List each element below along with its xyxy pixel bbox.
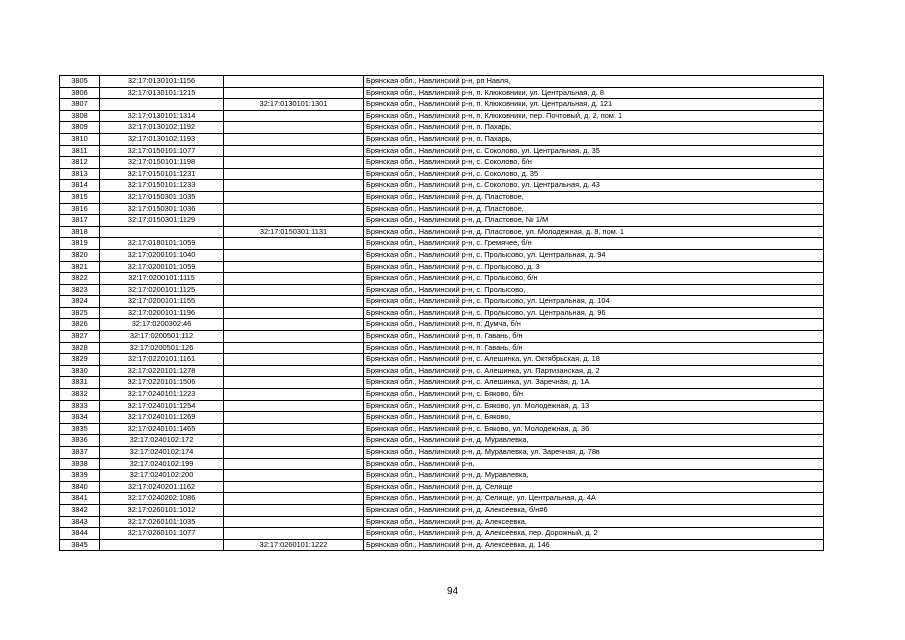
cadastral-number-cell: 32:17:0260101:1035 — [100, 516, 224, 528]
cadastral-number-cell: 32:17:0200101:1059 — [100, 261, 224, 273]
cadastral-number-alt-cell — [224, 180, 364, 192]
table-row — [60, 145, 824, 157]
cadastral-number-alt-cell — [224, 145, 364, 157]
cadastral-number-cell: 32:17:0200501:112 — [100, 331, 224, 343]
cadastral-number-cell: 32:17:0130102:1192 — [100, 122, 224, 134]
address-cell: Брянская обл., Навлинский р-н, д. Алексеевка, б/н#6 — [364, 504, 824, 516]
table-row — [60, 516, 824, 528]
row-number-cell: 3826 — [60, 319, 100, 331]
cadastral-number-alt-cell: 32:17:0130101:1301 — [224, 99, 364, 111]
cadastral-number-cell: 32:17:0200101:1125 — [100, 284, 224, 296]
row-number-cell: 3820 — [60, 249, 100, 261]
address-cell: Брянская обл., Навлинский р-н, с. Соколово, б/н — [364, 157, 824, 169]
table-row — [60, 203, 824, 215]
table-row — [60, 354, 824, 366]
cadastral-number-alt-cell — [224, 110, 364, 122]
cadastral-number-cell: 32:17:0240101:1254 — [100, 400, 224, 412]
cadastral-number-cell: 32:17:0240102:174 — [100, 447, 224, 459]
address-cell: Брянская обл., Навлинский р-н, д. Пластовое, — [364, 191, 824, 203]
row-number-cell: 3814 — [60, 180, 100, 192]
table-row — [60, 238, 824, 250]
address-cell: Брянская обл., Навлинский р-н, д. Алексеевка, д. 146 — [364, 539, 824, 551]
cadastral-number-alt-cell — [224, 481, 364, 493]
cadastral-number-cell: 32:17:0130101:1314 — [100, 110, 224, 122]
address-cell: Брянская обл., Навлинский р-н, д. Селище — [364, 481, 824, 493]
cadastral-number-cell: 32:17:0220101:1506 — [100, 377, 224, 389]
row-number-cell: 3813 — [60, 168, 100, 180]
table-row — [60, 331, 824, 343]
table-row — [60, 87, 824, 99]
cadastral-number-cell: 32:17:0180101:1059 — [100, 238, 224, 250]
cadastral-number-alt-cell — [224, 504, 364, 516]
table-row — [60, 249, 824, 261]
row-number-cell: 3841 — [60, 493, 100, 505]
cadastral-number-alt-cell — [224, 133, 364, 145]
row-number-cell: 3845 — [60, 539, 100, 551]
cadastral-number-cell: 32:17:0130101:1215 — [100, 87, 224, 99]
address-cell: Брянская обл., Навлинский р-н, рп Навля, — [364, 76, 824, 88]
table-row — [60, 99, 824, 111]
address-cell: Брянская обл., Навлинский р-н, п. Пахарь, — [364, 133, 824, 145]
cadastral-number-alt-cell — [224, 331, 364, 343]
table-row — [60, 493, 824, 505]
address-cell: Брянская обл., Навлинский р-н, п. Клюковники, ул. Центральная, д. 121 — [364, 99, 824, 111]
cadastral-number-cell: 32:17:0200101:1115 — [100, 273, 224, 285]
cadastral-number-cell: 32:17:0130101:1156 — [100, 76, 224, 88]
row-number-cell: 3829 — [60, 354, 100, 366]
cadastral-number-alt-cell — [224, 516, 364, 528]
row-number-cell: 3811 — [60, 145, 100, 157]
address-cell: Брянская обл., Навлинский р-н, с. Бяково, б/н — [364, 389, 824, 401]
row-number-cell: 3827 — [60, 331, 100, 343]
table-row — [60, 215, 824, 227]
table-row — [60, 76, 824, 88]
cadastral-number-alt-cell — [224, 412, 364, 424]
cadastral-number-alt-cell — [224, 215, 364, 227]
table-row — [60, 458, 824, 470]
row-number-cell: 3805 — [60, 76, 100, 88]
row-number-cell: 3836 — [60, 435, 100, 447]
table-row — [60, 504, 824, 516]
row-number-cell: 3834 — [60, 412, 100, 424]
row-number-cell: 3807 — [60, 99, 100, 111]
address-cell: Брянская обл., Навлинский р-н, с. Алешинка, ул. Партизанская, д. 2 — [364, 365, 824, 377]
cadastral-number-alt-cell — [224, 528, 364, 540]
row-number-cell: 3839 — [60, 470, 100, 482]
cadastral-number-cell: 32:17:0200501:126 — [100, 342, 224, 354]
cadastral-number-cell: 32:17:0240102:200 — [100, 470, 224, 482]
row-number-cell: 3822 — [60, 273, 100, 285]
cadastral-number-alt-cell — [224, 249, 364, 261]
row-number-cell: 3810 — [60, 133, 100, 145]
address-cell: Брянская обл., Навлинский р-н, д. Селище, ул. Центральная, д. 4А — [364, 493, 824, 505]
cadastral-number-alt-cell — [224, 168, 364, 180]
cadastral-number-cell: 32:17:0150301:1129 — [100, 215, 224, 227]
cadastral-number-alt-cell — [224, 87, 364, 99]
row-number-cell: 3835 — [60, 423, 100, 435]
cadastral-number-cell: 32:17:0260101:1077 — [100, 528, 224, 540]
row-number-cell: 3831 — [60, 377, 100, 389]
row-number-cell: 3844 — [60, 528, 100, 540]
table-row — [60, 447, 824, 459]
address-cell: Брянская обл., Навлинский р-н, д. Алексеевка, — [364, 516, 824, 528]
table-row — [60, 133, 824, 145]
address-cell: Брянская обл., Навлинский р-н, п. Гавань, б/н — [364, 331, 824, 343]
row-number-cell: 3830 — [60, 365, 100, 377]
page-number: 94 — [446, 586, 459, 597]
cadastral-number-cell — [100, 539, 224, 551]
cadastral-number-cell — [100, 99, 224, 111]
address-cell: Брянская обл., Навлинский р-н, с. Гремячее, б/н — [364, 238, 824, 250]
row-number-cell: 3812 — [60, 157, 100, 169]
cadastral-number-alt-cell — [224, 191, 364, 203]
cadastral-number-alt-cell — [224, 122, 364, 134]
cadastral-number-cell: 32:17:0240101:1465 — [100, 423, 224, 435]
cadastral-number-alt-cell — [224, 423, 364, 435]
table-row — [60, 400, 824, 412]
cadastral-number-cell: 32:17:0240102:199 — [100, 458, 224, 470]
row-number-cell: 3837 — [60, 447, 100, 459]
address-cell: Брянская обл., Навлинский р-н, д. Муравлевка, — [364, 470, 824, 482]
address-cell: Брянская обл., Навлинский р-н, с. Пролысово, ул. Центральная, д. 94 — [364, 249, 824, 261]
row-number-cell: 3842 — [60, 504, 100, 516]
address-cell: Брянская обл., Навлинский р-н, с. Пролысово, ул. Центральная, д. 104 — [364, 296, 824, 308]
address-cell: Брянская обл., Навлинский р-н, с. Бяково, — [364, 412, 824, 424]
address-cell: Брянская обл., Навлинский р-н, с. Пролысово, б/н — [364, 273, 824, 285]
cadastral-number-alt-cell — [224, 203, 364, 215]
address-cell: Брянская обл., Навлинский р-н, п. Клюковники, ул. Центральная, д. 8 — [364, 87, 824, 99]
table-row — [60, 191, 824, 203]
cadastral-number-alt-cell — [224, 377, 364, 389]
cadastral-number-alt-cell — [224, 458, 364, 470]
row-number-cell: 3840 — [60, 481, 100, 493]
address-cell: Брянская обл., Навлинский р-н, — [364, 458, 824, 470]
address-cell: Брянская обл., Навлинский р-н, с. Пролысово, д. 3 — [364, 261, 824, 273]
table-row — [60, 226, 824, 238]
address-cell: Брянская обл., Навлинский р-н, д. Пластовое, № 1/М — [364, 215, 824, 227]
table-row — [60, 168, 824, 180]
address-cell: Брянская обл., Навлинский р-н, с. Соколово, ул. Центральная, д. 35 — [364, 145, 824, 157]
table-row — [60, 389, 824, 401]
table-row — [60, 528, 824, 540]
table-row — [60, 470, 824, 482]
cadastral-number-alt-cell — [224, 157, 364, 169]
address-cell: Брянская обл., Навлинский р-н, с. Соколово, ул. Центральная, д. 43 — [364, 180, 824, 192]
cadastral-number-alt-cell — [224, 238, 364, 250]
address-cell: Брянская обл., Навлинский р-н, п. Пахарь, — [364, 122, 824, 134]
address-cell: Брянская обл., Навлинский р-н, п. Думча, б/н — [364, 319, 824, 331]
row-number-cell: 3815 — [60, 191, 100, 203]
address-cell: Брянская обл., Навлинский р-н, с. Алешинка, ул. Заречная, д. 1А — [364, 377, 824, 389]
cadastral-number-alt-cell — [224, 470, 364, 482]
cadastral-number-cell: 32:17:0150101:1198 — [100, 157, 224, 169]
cadastral-number-cell: 32:17:0200101:1196 — [100, 307, 224, 319]
row-number-cell: 3821 — [60, 261, 100, 273]
cadastral-number-alt-cell — [224, 435, 364, 447]
cadastral-number-cell: 32:17:0200101:1040 — [100, 249, 224, 261]
address-cell: Брянская обл., Навлинский р-н, д. Пластовое, — [364, 203, 824, 215]
cadastral-number-cell: 32:17:0150101:1233 — [100, 180, 224, 192]
cadastral-number-alt-cell — [224, 319, 364, 331]
cadastral-number-cell: 32:17:0150101:1231 — [100, 168, 224, 180]
cadastral-number-alt-cell — [224, 354, 364, 366]
table-row — [60, 435, 824, 447]
cadastral-number-alt-cell — [224, 284, 364, 296]
table-row — [60, 412, 824, 424]
table-row — [60, 377, 824, 389]
address-cell: Брянская обл., Навлинский р-н, д. Алексеевка, пер. Дорожный, д. 2 — [364, 528, 824, 540]
cadastral-number-alt-cell: 32:17:0150301:1131 — [224, 226, 364, 238]
address-cell: Брянская обл., Навлинский р-н, д. Пластовое, ул. Молодежная, д. 8, пом. 1 — [364, 226, 824, 238]
address-cell: Брянская обл., Навлинский р-н, п. Гавань, б/н — [364, 342, 824, 354]
table-row — [60, 342, 824, 354]
address-cell: Брянская обл., Навлинский р-н, с. Пролысово, ул. Центральная, д. 96 — [364, 307, 824, 319]
table-row — [60, 261, 824, 273]
cadastral-number-alt-cell — [224, 261, 364, 273]
cadastral-number-alt-cell: 32:17:0260101:1222 — [224, 539, 364, 551]
cadastral-number-cell: 32:17:0220101:1278 — [100, 365, 224, 377]
address-cell: Брянская обл., Навлинский р-н, с. Бяково, ул. Молодежная, д. 13 — [364, 400, 824, 412]
row-number-cell: 3819 — [60, 238, 100, 250]
table-row — [60, 423, 824, 435]
cadastral-number-alt-cell — [224, 447, 364, 459]
cadastral-number-cell: 32:17:0150301:1035 — [100, 191, 224, 203]
table-row — [60, 110, 824, 122]
address-cell: Брянская обл., Навлинский р-н, с. Бяково, ул. Молодежная, д. 36 — [364, 423, 824, 435]
row-number-cell: 3809 — [60, 122, 100, 134]
cadastral-number-cell: 32:17:0240101:1223 — [100, 389, 224, 401]
row-number-cell: 3806 — [60, 87, 100, 99]
address-cell: Брянская обл., Навлинский р-н, п. Клюковники, пер. Почтовый, д. 2, пом. 1 — [364, 110, 824, 122]
cadastral-number-alt-cell — [224, 365, 364, 377]
address-cell: Брянская обл., Навлинский р-н, д. Муравлевка, ул. Заречная, д. 78в — [364, 447, 824, 459]
address-cell: Брянская обл., Навлинский р-н, с. Соколово, д. 35 — [364, 168, 824, 180]
address-cell: Брянская обл., Навлинский р-н, д. Муравлевка, — [364, 435, 824, 447]
row-number-cell: 3808 — [60, 110, 100, 122]
cadastral-number-alt-cell — [224, 342, 364, 354]
row-number-cell: 3833 — [60, 400, 100, 412]
cadastral-table — [59, 75, 824, 551]
table-row — [60, 539, 824, 551]
cadastral-number-cell: 32:17:0150101:1077 — [100, 145, 224, 157]
cadastral-number-cell: 32:17:0240101:1269 — [100, 412, 224, 424]
row-number-cell: 3825 — [60, 307, 100, 319]
row-number-cell: 3832 — [60, 389, 100, 401]
cadastral-number-alt-cell — [224, 400, 364, 412]
cadastral-number-cell — [100, 226, 224, 238]
cadastral-number-cell: 32:17:0130102:1193 — [100, 133, 224, 145]
cadastral-number-cell: 32:17:0200302:46 — [100, 319, 224, 331]
table-row — [60, 284, 824, 296]
cadastral-number-cell: 32:17:0200101:1155 — [100, 296, 224, 308]
table-row — [60, 296, 824, 308]
cadastral-number-cell: 32:17:0150301:1036 — [100, 203, 224, 215]
table-row — [60, 365, 824, 377]
row-number-cell: 3817 — [60, 215, 100, 227]
cadastral-number-alt-cell — [224, 76, 364, 88]
table-row — [60, 273, 824, 285]
cadastral-number-cell: 32:17:0260101:1012 — [100, 504, 224, 516]
cadastral-number-alt-cell — [224, 273, 364, 285]
cadastral-number-alt-cell — [224, 296, 364, 308]
cadastral-number-cell: 32:17:0240102:172 — [100, 435, 224, 447]
cadastral-table-body — [60, 76, 824, 551]
row-number-cell: 3838 — [60, 458, 100, 470]
cadastral-number-alt-cell — [224, 389, 364, 401]
cadastral-number-cell: 32:17:0240201:1162 — [100, 481, 224, 493]
row-number-cell: 3828 — [60, 342, 100, 354]
table-row — [60, 157, 824, 169]
row-number-cell: 3824 — [60, 296, 100, 308]
cadastral-number-cell: 32:17:0220101:1161 — [100, 354, 224, 366]
cadastral-number-cell: 32:17:0240202:1086 — [100, 493, 224, 505]
row-number-cell: 3816 — [60, 203, 100, 215]
cadastral-number-alt-cell — [224, 493, 364, 505]
row-number-cell: 3818 — [60, 226, 100, 238]
row-number-cell: 3823 — [60, 284, 100, 296]
table-row — [60, 481, 824, 493]
row-number-cell: 3843 — [60, 516, 100, 528]
address-cell: Брянская обл., Навлинский р-н, с. Алешинка, ул. Октябрьская, д. 18 — [364, 354, 824, 366]
table-row — [60, 319, 824, 331]
table-row — [60, 307, 824, 319]
table-row — [60, 122, 824, 134]
table-row — [60, 180, 824, 192]
cadastral-number-alt-cell — [224, 307, 364, 319]
address-cell: Брянская обл., Навлинский р-н, с. Пролысово, — [364, 284, 824, 296]
